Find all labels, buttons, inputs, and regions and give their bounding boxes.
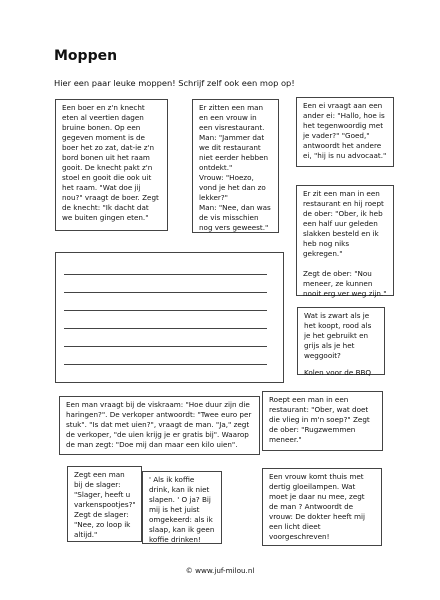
write-your-own-joke-area[interactable] <box>55 252 284 383</box>
joke-text: Er zitten een man en een vrouw in een visrestaurant. Man: "Jammer dat we dit restaurant niet eerder hebben ontdekt." Vrouw: "Hoezo, vond je het dan zo lekker?" Man: "Nee, dan was de vis misschien nog vers geweest." <box>199 103 271 232</box>
page-title: Moppen <box>54 48 118 64</box>
writing-line <box>64 328 267 329</box>
joke-box-egg <box>296 97 394 167</box>
joke-text: Er zit een man in een restaurant en hij roept de ober: "Ober, ik heb een half uur geleden slakken besteld en ik heb nog niks gekregen." <box>303 189 384 258</box>
joke-box-farmer <box>55 99 168 231</box>
joke-box-lightbulbs <box>262 468 382 546</box>
joke-text: Een man vraagt bij de viskraam: "Hoe duur zijn die haringen?". De verkoper antwoordt: "Twee euro per stuk". "Is dat met uien?", vraagt de man. "Ja," zegt de verkoper, "de uien krijg je er gratis bij". Waarop de man zegt: "Doe mij dan maar een kilo uien". <box>66 400 252 449</box>
riddle-question: Wat is zwart als je het koopt, rood als je het gebruikt en grijs als je het weggooit? <box>304 311 372 360</box>
writing-line <box>64 274 267 275</box>
joke-box-fish-restaurant <box>192 99 279 233</box>
joke-box-snails <box>296 185 394 296</box>
joke-text: ' Als ik koffie drink, kan ik niet slapen. ' O ja? Bij mij is het juist omgekeerd: als ik slaap, kan ik geen koffie drinken! <box>149 475 215 544</box>
riddle-box-coal <box>297 307 385 375</box>
riddle-answer: Kolen voor de BBQ <box>304 368 372 377</box>
joke-box-coffee <box>142 471 222 544</box>
writing-line <box>64 310 267 311</box>
joke-answer: Zegt de ober: "Nou meneer, ze kunnen nooit erg ver weg zijn." <box>303 269 387 298</box>
joke-text: Een vrouw komt thuis met dertig gloeilampen. Wat moet je daar nu mee, zegt de man ? Antwoordt de vrouw: De dokter heeft mij een licht dieet voorgeschreven! <box>269 472 365 541</box>
writing-line <box>64 364 267 365</box>
joke-text: Zegt een man bij de slager: "Slager, heeft u varkenspootjes?" Zegt de slager: "Nee, zo loop ik altijd." <box>74 470 136 539</box>
joke-text: Roept een man in een restaurant: "Ober, wat doet die vlieg in m'n soep?" Zegt de ober: "Rugzwemmen meneer." <box>269 395 370 444</box>
joke-text: Een boer en z'n knecht eten al veertien dagen bruine bonen. Op een gegeven moment is de boer het zo zat, dat-ie z'n bord bonen uit het raam gooit. De knecht pakt z'n stoel en gooit die ook uit het raam. "Wat doe jij nou?" vraagt de boer. Zegt de knecht: "Ik dacht dat we buiten gingen eten." <box>62 103 159 222</box>
intro-text: Hier een paar leuke moppen! Schrijf zelf ook een mop op! <box>54 78 295 88</box>
joke-text: Een ei vraagt aan een ander ei: "Hallo, hoe is het tegenwoordig met je vader?" "Goed," antwoordt het andere ei, "hij is nu advocaat." <box>303 101 387 160</box>
copyright-footer: © www.juf-milou.nl <box>185 566 255 575</box>
joke-box-butcher <box>67 466 142 542</box>
writing-line <box>64 346 267 347</box>
writing-line <box>64 292 267 293</box>
joke-box-fly-soup <box>262 391 383 451</box>
joke-box-herring <box>59 396 260 455</box>
